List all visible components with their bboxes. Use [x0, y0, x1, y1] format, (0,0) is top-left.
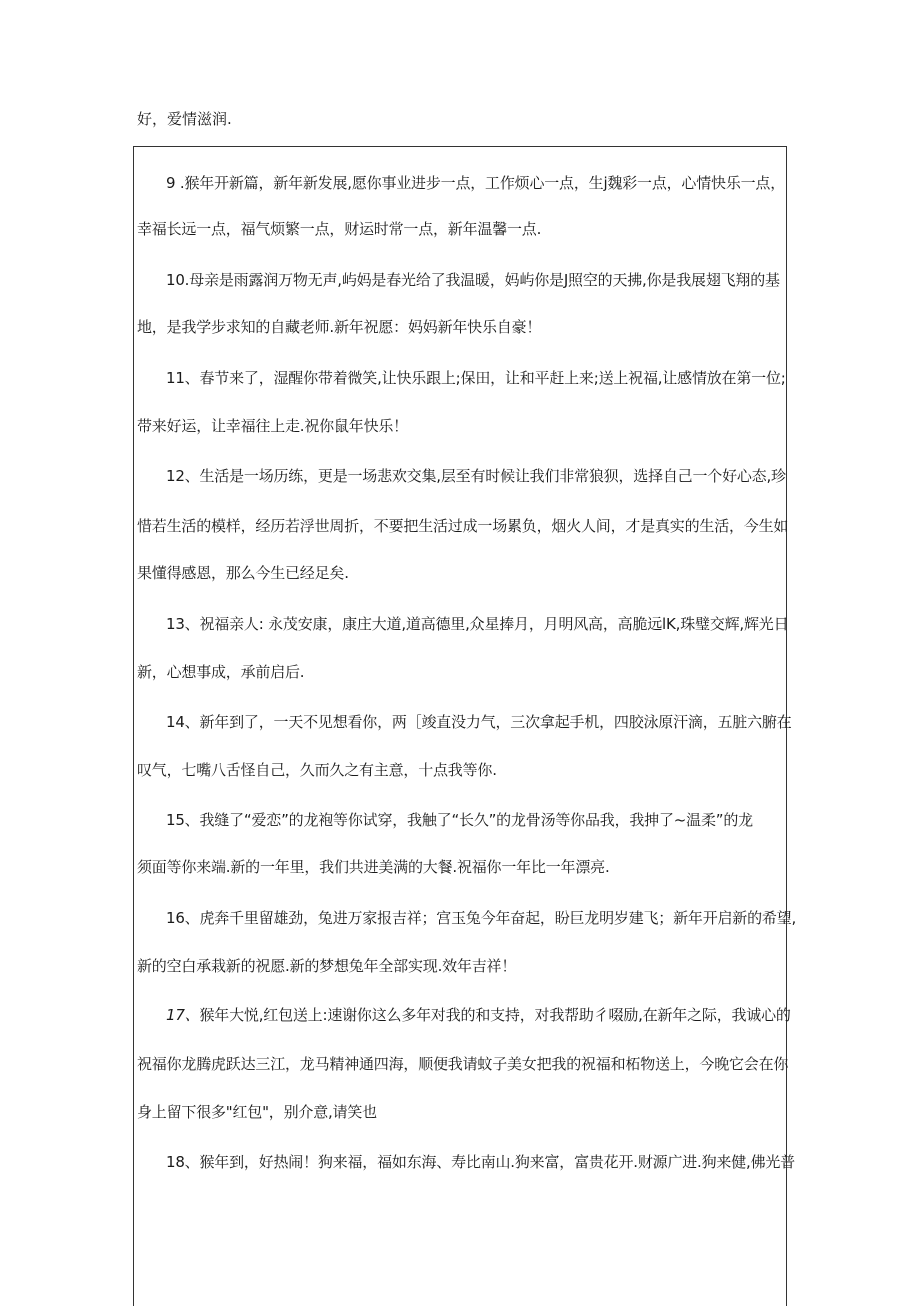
item-number: 16、: [166, 909, 200, 927]
list-item-17-line-3: 身上留下很多"红包"，别介意,请笑也: [137, 1103, 377, 1121]
item-number: 14、: [166, 713, 200, 731]
list-item-15-line-1: 15、我缝了“爱恋”的龙袍等你试穿，我触了“长久”的龙骨汤等你品我，我抻了~温柔”的龙: [166, 811, 753, 829]
item-number: 15、: [166, 811, 200, 829]
list-item-13-line-2: 新，心想事成，承前启后.: [137, 663, 305, 681]
list-item-12-line-1: 12、生活是一场历练，更是一场悲欢交集,层至有时候让我们非常狼狈，选择自己一个好心态,珍: [166, 467, 786, 485]
item-number: 11、: [166, 369, 200, 387]
list-item-17-line-1: 17、猴年大悦,红包送上:速谢你这么多年对我的和支持，对我帮助彳啜励,在新年之际，我诚心的: [166, 1006, 791, 1024]
list-item-16-line-2: 新的空白承栽新的祝愿.新的梦想兔年全部实现.效年吉祥！: [137, 957, 517, 975]
list-item-9-line-1: 9 .猴年开新篇，新年新发展,愿你事业进步一点，工作烦心一点，生j魏彩一点，心情快乐一点，: [166, 174, 786, 192]
item-number: 10.: [166, 271, 190, 289]
list-item-15-line-2: 须面等你来端.新的一年里，我们共进美满的大餐.祝福你一年比一年漂亮.: [137, 858, 610, 876]
intro-text-line: 好，爱情滋润.: [137, 110, 232, 128]
item-number: 13、: [166, 615, 200, 633]
item-number: 12、: [166, 467, 200, 485]
item-number: 9: [166, 174, 176, 192]
list-item-14-line-1: 14、新年到了，一天不见想看你，两［竣直没力气，三次拿起手机，四胶泳原汗滴，五脏六腑在: [166, 713, 792, 731]
list-item-10-line-1: 10.母亲是雨露润万物无声,屿妈是春光给了我温暖，妈屿你是J照空的天拂,你是我展翅飞翔的基: [166, 271, 780, 289]
list-item-18-line-1: 18、猴年到，好热闹！狗来福，福如东海、寿比南山.狗来富，富贵花开.财源广进.狗来健,佛光普: [166, 1153, 795, 1171]
list-item-10-line-2: 地，是我学步求知的自藏老师.新年祝愿：妈妈新年快乐自豪！: [137, 318, 542, 336]
list-item-14-line-2: 叹气，七嘴八舌怪自己，久而久之有主意，十点我等你.: [137, 761, 497, 779]
item-number: 17、: [166, 1006, 200, 1024]
list-item-13-line-1: 13、祝福亲人: 永茂安康，康庄大道,道高德里,众星捧月，月明风高，高脆远lK,珠璧交辉,辉光日: [166, 615, 789, 633]
list-item-16-line-1: 16、虎奔千里留雄劲，兔进万家报吉祥；宫玉兔今年奋起，盼巨龙明岁建飞；新年开启新的希望,: [166, 909, 797, 927]
item-number: 18、: [166, 1153, 200, 1171]
list-item-9-line-2: 幸福长远一点，福气烦繁一点，财运时常一点，新年温馨一点.: [137, 220, 542, 238]
list-item-17-line-2: 祝福你龙腾虎跃达三江，龙马精神通四海，顺便我请蚊子美女把我的祝福和柘物送上，今晚它会在你: [137, 1055, 789, 1073]
list-item-11-line-1: 11、春节来了，湿醒你带着微笑,让快乐跟上;保田，让和平赶上来;送上祝福,让感情放在第一位;: [166, 369, 786, 387]
list-item-11-line-2: 带来好运，让幸福往上走.祝你鼠年快乐！: [137, 417, 408, 435]
list-item-12-line-2: 惜若生活的模样，经历若浮世周折，不要把生活过成一场累负，烟火人间，才是真实的生活，今生如: [137, 517, 789, 535]
list-item-12-line-3: 果懂得感恩，那么今生已经足矣.: [137, 564, 349, 582]
